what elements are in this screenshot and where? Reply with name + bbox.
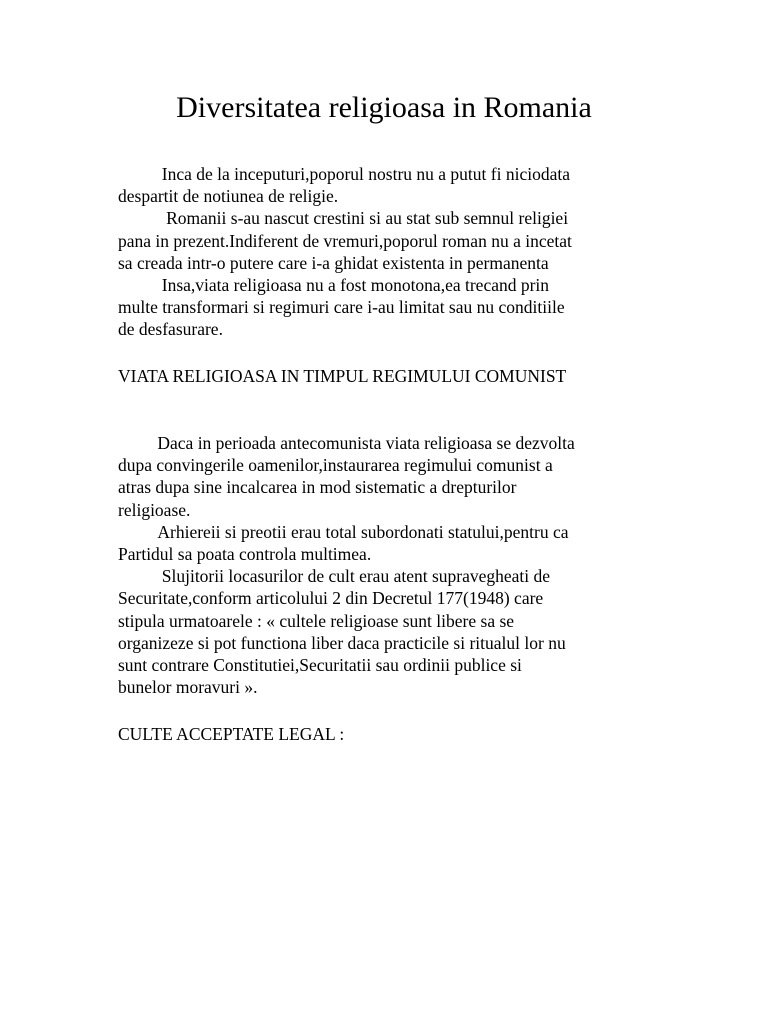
text-line: Arhiereii si preotii erau total subordonati statului,pentru ca	[118, 521, 569, 542]
text-line: despartit de notiunea de religie.	[118, 186, 339, 207]
text-line: religioase.	[118, 499, 191, 520]
text-line: pana in prezent.Indiferent de vremuri,poporul roman nu a incetat	[118, 230, 572, 251]
text-line: sunt contrare Constitutiei,Securitatii sau ordinii publice si	[118, 655, 522, 676]
section-paragraph-1	[118, 432, 678, 521]
communist-section	[118, 432, 678, 698]
text-line: Slujitorii locasurilor de cult erau atent supravegheati de	[118, 566, 551, 587]
text-line: organizeze si pot functiona liber daca practicile si ritualul lor nu	[118, 632, 566, 653]
text-line: Insa,viata religioasa nu a fost monotona,ea trecand prin	[118, 275, 550, 296]
text-line: sa creada intr-o putere care i-a ghidat existenta in permanenta	[118, 252, 549, 273]
text-line: multe transformari si regimuri care i-au limitat sau nu conditiile	[118, 297, 565, 318]
text-line: stipula urmatoarele : « cultele religioase sunt libere sa se	[118, 610, 515, 631]
text-line: Romanii s-au nascut crestini si au stat sub semnul religiei	[118, 208, 569, 229]
text-line: Daca in perioada antecomunista viata religioasa se dezvolta	[118, 433, 575, 453]
section-paragraph-2	[118, 521, 678, 565]
intro-paragraph-3	[118, 274, 678, 341]
text-line: Partidul sa poata controla multimea.	[118, 544, 372, 565]
section-heading-communist: VIATA RELIGIOASA IN TIMPUL REGIMULUI COMUNIST	[118, 366, 567, 386]
text-line: bunelor moravuri ».	[118, 677, 258, 698]
document-title: Diversitatea religioasa in Romania	[176, 91, 592, 124]
section-paragraph-3	[118, 565, 678, 698]
intro-paragraph-2	[118, 207, 678, 274]
text-line: de desfasurare.	[118, 319, 223, 340]
intro-section	[118, 163, 678, 341]
text-line: dupa convingerile oamenilor,instaurarea regimului comunist a	[118, 455, 553, 476]
text-line: Securitate,conform articolului 2 din Decretul 177(1948) care	[118, 588, 544, 609]
text-line: atras dupa sine incalcarea in mod sistematic a drepturilor	[118, 477, 517, 498]
section-heading-cults: CULTE ACCEPTATE LEGAL :	[118, 724, 345, 744]
intro-paragraph-1	[118, 163, 678, 207]
text-line: Inca de la inceputuri,poporul nostru nu a putut fi niciodata	[118, 164, 570, 184]
